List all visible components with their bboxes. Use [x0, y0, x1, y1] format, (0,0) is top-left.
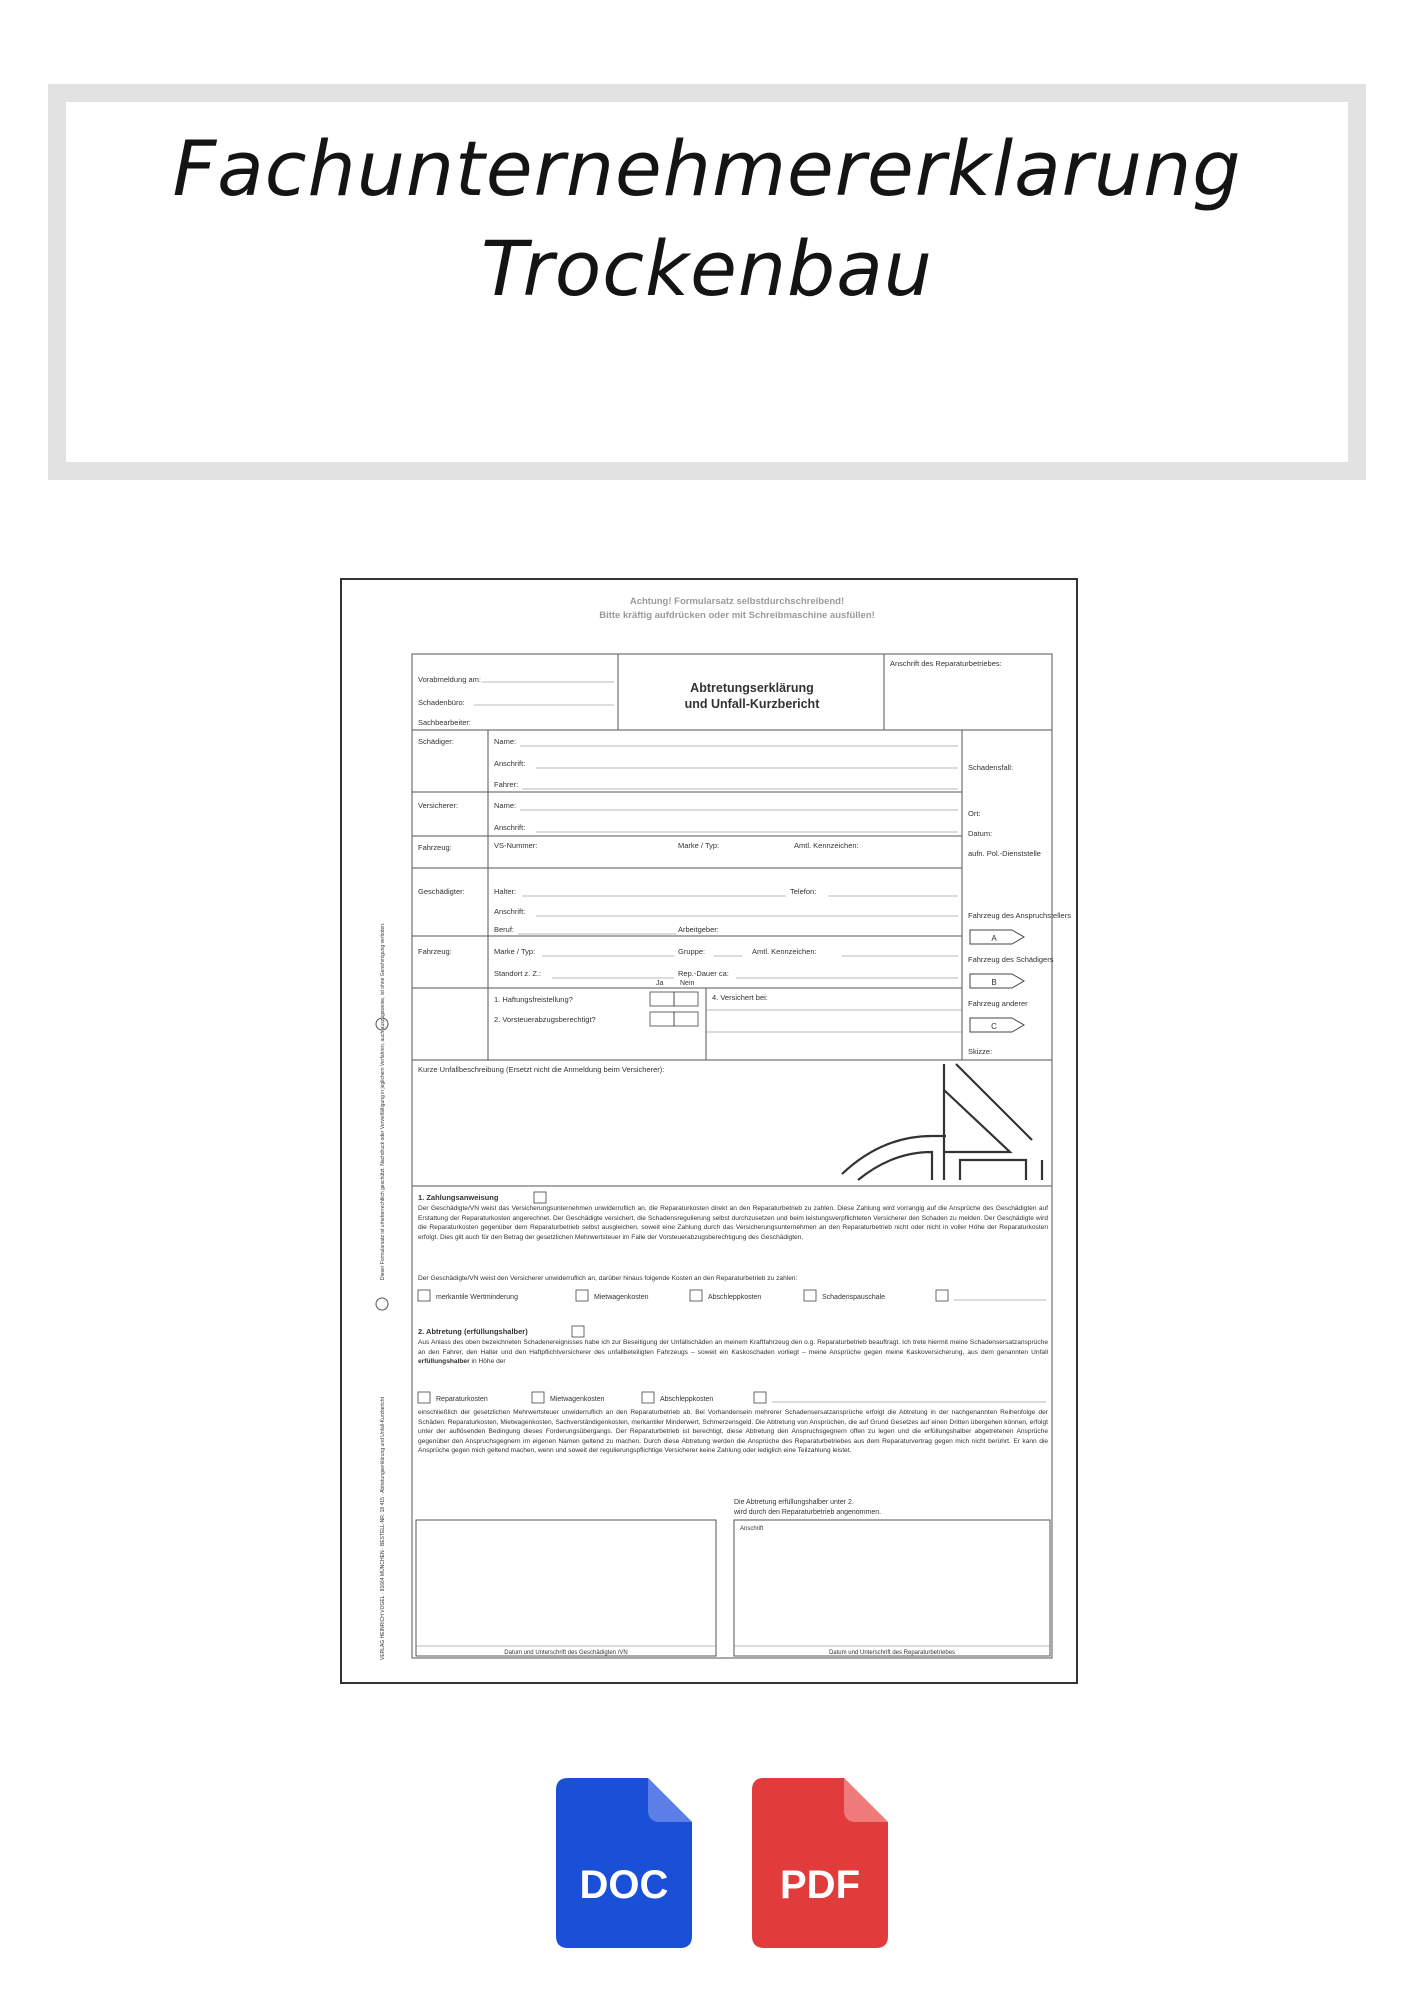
signature-box-left[interactable] [416, 1520, 716, 1656]
pdf-download-button[interactable] [752, 1778, 888, 1948]
field-vs-number: VS-Nummer: [494, 841, 538, 850]
option-abschlepp-1: Abschleppkosten [708, 1294, 762, 1301]
vehicle-c-label: Fahrzeug anderer [968, 999, 1028, 1008]
checkbox-mietwagen-2[interactable] [532, 1392, 544, 1403]
signature-left-label: Datum und Unterschrift des Geschädigten /VN [504, 1650, 628, 1656]
field-name-1: Name: [494, 737, 517, 746]
question-vat: 2. Vorsteuerabzugsberechtigt? [494, 1015, 596, 1024]
right-label-ort: Ort: [968, 809, 981, 818]
section2-suffix: in Höhe der [471, 1358, 506, 1366]
acceptance-line-1: Die Abtretung erfüllungshalber unter 2. [734, 1499, 854, 1506]
field-brand-type: Marke / Typ: [678, 841, 720, 850]
checkbox-other-1[interactable] [936, 1290, 948, 1301]
checkbox-reparaturkosten[interactable] [418, 1392, 430, 1403]
right-label-police: aufn. Pol.-Dienststelle [968, 849, 1041, 858]
side-publisher-text: VERLAG HEINRICH VOGEL · 81664 MÜNCHEN · BESTELL-NR. 18 415 · Abtretungserklärung und Unfall-Kurzbericht [380, 1397, 386, 1660]
field-address-1: Anschrift: [494, 759, 526, 768]
checkbox-section2[interactable] [572, 1326, 584, 1337]
label-fahrzeug-2: Fahrzeug: [418, 947, 452, 956]
pdf-file-fold [844, 1778, 888, 1822]
field-name-2: Name: [494, 801, 517, 810]
signature-box-right[interactable] [734, 1520, 1050, 1656]
checkbox-liability-yes[interactable] [650, 992, 674, 1006]
accident-description-label: Kurze Unfallbeschreibung (Ersetzt nicht die Anmeldung beim Versicherer): [418, 1065, 665, 1074]
vehicle-b-marker: B [991, 978, 997, 987]
option-mietwagen-2: Mietwagenkosten [550, 1396, 605, 1403]
doc-file-icon [556, 1778, 692, 1948]
vehicle-a-marker: A [991, 934, 997, 943]
punch-hole [376, 1298, 388, 1310]
field-address-2: Anschrift: [494, 823, 526, 832]
page-title-line-2: Trockenbau [481, 224, 933, 313]
label-geschaedigter: Geschädigter: [418, 887, 465, 896]
doc-file-fold [648, 1778, 692, 1822]
field-plate-2: Amtl. Kennzeichen: [752, 947, 817, 956]
question-liability: 1. Haftungsfreistellung? [494, 995, 573, 1004]
pdf-file-icon [752, 1778, 888, 1948]
checkbox-liability-no[interactable] [674, 992, 698, 1006]
field-plate: Amtl. Kennzeichen: [794, 841, 859, 850]
option-reparaturkosten: Reparaturkosten [436, 1396, 488, 1403]
doc-download-button[interactable] [556, 1778, 692, 1948]
section1-title: 1. Zahlungsanweisung [418, 1193, 499, 1202]
section2-title: 2. Abtretung (erfüllungshalber) [418, 1327, 528, 1336]
field-repair-duration: Rep.-Dauer ca: [678, 969, 729, 978]
vehicle-a-label: Fahrzeug des Anspruchstellers [968, 911, 1071, 920]
field-job: Beruf: [494, 925, 515, 934]
checkbox-abschlepp-2[interactable] [642, 1392, 654, 1403]
field-group: Gruppe: [678, 947, 706, 956]
warning-line-2: Bitte kräftig aufdrücken oder mit Schreibmaschine ausfüllen! [599, 610, 875, 621]
section1-paragraph-2: Der Geschädigte/VN weist den Versicherer unwiderruflich an, darüber hinaus folgende Kosten an den Reparaturbetrieb zu zahlen: [418, 1275, 798, 1282]
form-title-line-1: Abtretungserklärung [690, 681, 814, 695]
label-versicherer: Versicherer: [418, 801, 459, 810]
field-employer: Arbeitgeber: [678, 925, 719, 934]
checkbox-abschlepp-1[interactable] [690, 1290, 702, 1301]
pdf-label: PDF [780, 1863, 860, 1907]
header-field-1: Vorabmeldung am: [418, 675, 481, 684]
signature-right-label: Datum und Unterschrift des Reparaturbetriebes [828, 1650, 956, 1656]
option-pauschale: Schadenspauschale [822, 1294, 886, 1301]
label-fahrzeug-1: Fahrzeug: [418, 843, 452, 852]
right-label-datum: Datum: [968, 829, 993, 838]
signature-right-address-label: Anschrift [740, 1526, 764, 1532]
field-phone: Telefon: [790, 887, 817, 896]
section2-text: Aus Anlass des oben bezeichneten Schadenereignisses habe ich zur Beseitigung der Unfallschäden an meinem Kraftfahrzeug den o.g. Reparaturbetrieb beauftragt. Ich trete hiermit meine Schadensersatzansprüche an den Fahrer, den Halter und den Haftpflichtversicherer des unfallbeteiligten Fahrzeugs – soweit ein Kaskoschaden vorliegt – meine Ansprüche gegen meine Kaskoversicherung, aus dem genannten Unfall [418, 1339, 1048, 1356]
vehicle-c-marker: C [991, 1022, 997, 1031]
checkbox-vat-no[interactable] [674, 1012, 698, 1026]
option-abschlepp-2: Abschleppkosten [660, 1396, 714, 1403]
right-label-schadensfall: Schadensfall: [968, 763, 1014, 772]
field-driver: Fahrer: [494, 780, 519, 789]
warning-line-1: Achtung! Formularsatz selbstdurchschreibend! [629, 596, 845, 607]
field-holder: Halter: [494, 887, 517, 896]
checkbox-pauschale[interactable] [804, 1290, 816, 1301]
option-mietwagen-1: Mietwagenkosten [594, 1294, 649, 1301]
field-insured-at: 4. Versichert bei: [712, 993, 768, 1002]
checkbox-vat-yes[interactable] [650, 1012, 674, 1026]
page-title-line-1: Fachunternehmererklarung [172, 124, 1242, 213]
field-brand-type-2: Marke / Typ: [494, 947, 536, 956]
acceptance-line-2: wird durch den Reparaturbetrieb angenommen. [734, 1509, 882, 1516]
repair-address-label: Anschrift des Reparaturbetriebes: [890, 659, 1002, 668]
road-sketch [842, 1064, 1042, 1180]
section1-paragraph: Der Geschädigte/VN weist das Versicherungsunternehmen unwiderruflich an, die Reparaturkosten direkt an den Reparaturbetrieb zu zahlen. Diese Zahlung wird vorrangig auf die Ansprüche des Geschädigten auf Erstattung der Reparaturkosten angerechnet. Der Geschädigte versichert, die Schadensregulierung selbst durchzusetzen und beim leistungsverpflichteten Versicherer den Schaden zu melden. Der Geschädigte wird die Reparaturkosten gegenüber dem Reparaturbetrieb selbst ausgleichen, soweit eine Zahlung durch das Versicherungsunternehmen an den Reparaturbetrieb nicht oder nicht in voller Höhe der Reparaturkosten erfolgt. Dies gilt auch für den Betrag der gesetzlichen Mehrwertsteuer im Falle der Vorsteuerabzugsberechtigung des Geschädigten. [418, 1205, 1048, 1241]
checkbox-mietwagen-1[interactable] [576, 1290, 588, 1301]
vehicle-b-label: Fahrzeug des Schädigers [968, 955, 1054, 964]
document-preview[interactable] [340, 578, 1078, 1684]
header-field-2: Schadenbüro: [418, 698, 465, 707]
header-field-3: Sachbearbeiter: [418, 718, 471, 727]
section2-paragraph-2: einschließlich der gesetzlichen Mehrwertsteuer unwiderruflich an den Reparaturbetrieb ab. Bei Vorhandensein mehrerer Schadensersatzansprüche erfolgt die Abtretung in der nachgenannten Reihenfolge der Schäden: Reparaturkosten, Mietwagenkosten, Sachverständigenkosten, merkantiler Minderwert, Schmerzensgeld. Die Abtretung von Ansprüchen, die auf Grund Gesetzes auf einen Dritten übergehen können, erfolgt unter der auflösenden Bedingung dieses Forderungsübergangs. Der Reparaturbetrieb ist berechtigt, diese Abtretung den Anspruchsgegnern offen zu legen und die erfüllungshalber abgetretenen Ansprüche gegenüber den Anspruchsgegnern im eigenen Namen geltend zu machen. Durch diese Abtretung werden die Ansprüche des Reparaturbetriebes aus dem Reparaturvertrag gegen mich nicht berührt. Er kann die Ansprüche gegen mich geltend machen, wenn und soweit der regulierungspflichtige Versicherer keine Zahlung oder lediglich eine Teilzahlung leistet. [418, 1409, 1048, 1455]
section2-bold: erfüllungshalber [418, 1358, 470, 1366]
side-copyright-text: Dieser Formularsatz ist urheberrechtlich geschützt. Nachdruck oder Vervielfältigung in jeglichem Verfahren, auch auszugsweise, ist ohne Genehmigung verboten. [380, 922, 386, 1280]
section2-paragraph [418, 1338, 1048, 1367]
answer-yes: Ja [656, 980, 664, 987]
field-address-3: Anschrift: [494, 907, 526, 916]
label-schaediger: Schädiger: [418, 737, 454, 746]
checkbox-wertminderung[interactable] [418, 1290, 430, 1301]
title-frame [48, 84, 1366, 480]
sketch-label: Skizze: [968, 1047, 993, 1056]
checkbox-other-2[interactable] [754, 1392, 766, 1403]
doc-label: DOC [579, 1863, 669, 1907]
field-location: Standort z. Z.: [494, 969, 542, 978]
form-title-line-2: und Unfall-Kurzbericht [684, 697, 820, 711]
checkbox-section1[interactable] [534, 1192, 546, 1203]
option-wertminderung: merkantile Wertminderung [436, 1294, 518, 1301]
answer-no: Nein [680, 980, 695, 987]
